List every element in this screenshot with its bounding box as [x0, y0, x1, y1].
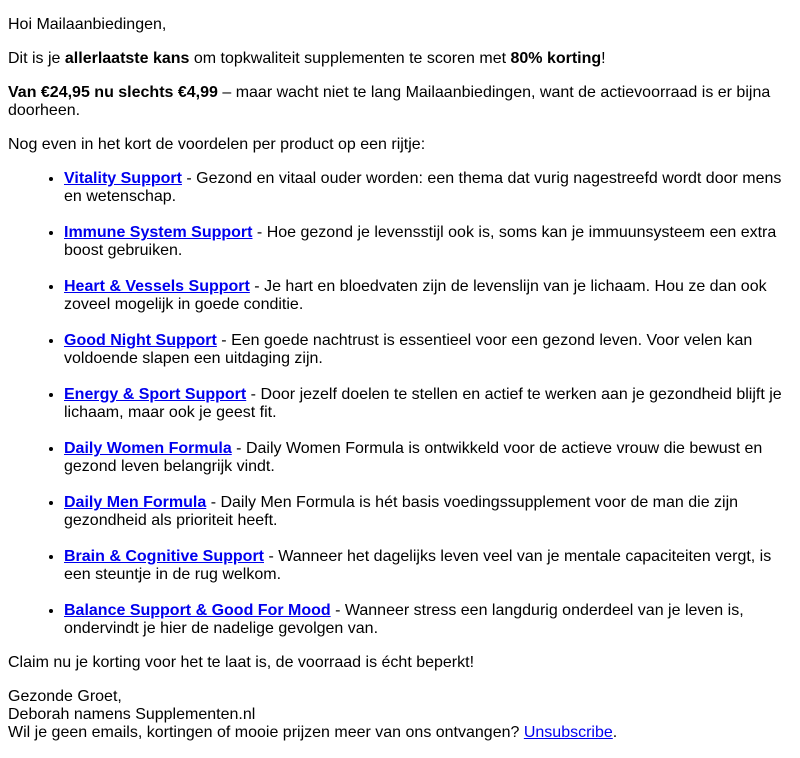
list-item [64, 278, 792, 314]
product-description: - Wanneer stress een langdurig onderdeel van je leven is, ondervindt je hier de nadelige gevolgen van. [64, 602, 744, 637]
product-description: - Gezond en vitaal ouder worden: een thema dat vurig nagestreefd wordt door mens en wetenschap. [64, 170, 782, 205]
intro-highlight-korting: 80% korting [510, 50, 602, 67]
list-intro-text [8, 136, 792, 154]
product-link[interactable]: Balance Support & Good For Mood [64, 602, 331, 619]
product-link[interactable]: Heart & Vessels Support [64, 278, 250, 295]
closing-text [8, 654, 792, 672]
offer-rest-text: – maar wacht niet te lang Mailaanbiedingen, want de actievoorraad is er bijna doorheen. [8, 84, 771, 119]
product-link[interactable]: Good Night Support [64, 332, 217, 349]
list-item [64, 170, 792, 206]
list-item [64, 332, 792, 368]
unsubscribe-question: Wil je geen emails, kortingen of mooie prijzen meer van ons ontvangen? [8, 724, 524, 741]
list-item [64, 386, 792, 422]
product-link[interactable]: Immune System Support [64, 224, 253, 241]
product-link[interactable]: Daily Women Formula [64, 440, 232, 457]
signature-block [8, 688, 792, 742]
greeting-label: Hoi Mailaanbiedingen, [8, 16, 167, 33]
product-link[interactable]: Vitality Support [64, 170, 182, 187]
signature-sender: Deborah namens Supplementen.nl [8, 706, 256, 723]
unsubscribe-suffix: . [612, 724, 618, 741]
offer-price-text: Van €24,95 nu slechts €4,99 [8, 84, 218, 101]
list-item [64, 548, 792, 584]
product-link[interactable]: Daily Men Formula [64, 494, 207, 511]
product-description: - Je hart en bloedvaten zijn de levenslijn van je lichaam. Hou ze dan ook zoveel mogelijk in goede conditie. [64, 278, 767, 313]
product-description: - Daily Men Formula is hét basis voedingssupplement voor de man die zijn gezondheid als prioriteit heeft. [64, 494, 739, 529]
product-description: - Door jezelf doelen te stellen en actief te werken aan je gezondheid blijft je lichaam, maar ook je geest fit. [64, 386, 782, 421]
product-link[interactable]: Energy & Sport Support [64, 386, 247, 403]
list-intro-label: Nog even in het kort de voordelen per product op een rijtje: [8, 136, 426, 153]
product-link[interactable]: Brain & Cognitive Support [64, 548, 264, 565]
intro-paragraph [8, 50, 792, 68]
intro-mid-text: om topkwaliteit supplementen te scoren met [189, 50, 511, 67]
list-item [64, 602, 792, 638]
intro-highlight-kans: allerlaatste kans [64, 50, 190, 67]
product-description: - Daily Women Formula is ontwikkeld voor de actieve vrouw die bewust en gezond leven belangrijk vindt. [64, 440, 763, 475]
product-list [8, 170, 792, 638]
intro-pre-text: Dit is je [8, 50, 65, 67]
greeting-text [8, 16, 792, 34]
closing-label: Claim nu je korting voor het te laat is, de voorraad is écht beperkt! [8, 654, 475, 671]
list-item [64, 224, 792, 260]
product-description: - Wanneer het dagelijks leven veel van je mentale capaciteiten vergt, is een steuntje in de rug welkom. [64, 548, 772, 583]
offer-paragraph [8, 84, 792, 120]
product-description: - Een goede nachtrust is essentieel voor een gezond leven. Voor velen kan voldoende slapen een uitdaging zijn. [64, 332, 753, 367]
signature-greeting: Gezonde Groet, [8, 688, 122, 705]
list-item [64, 494, 792, 530]
intro-post-text: ! [601, 50, 606, 67]
unsubscribe-link[interactable]: Unsubscribe [523, 724, 613, 741]
product-description: - Hoe gezond je levensstijl ook is, soms kan je immuunsysteem een extra boost gebruiken. [64, 224, 777, 259]
list-item [64, 440, 792, 476]
email-body [8, 16, 792, 742]
